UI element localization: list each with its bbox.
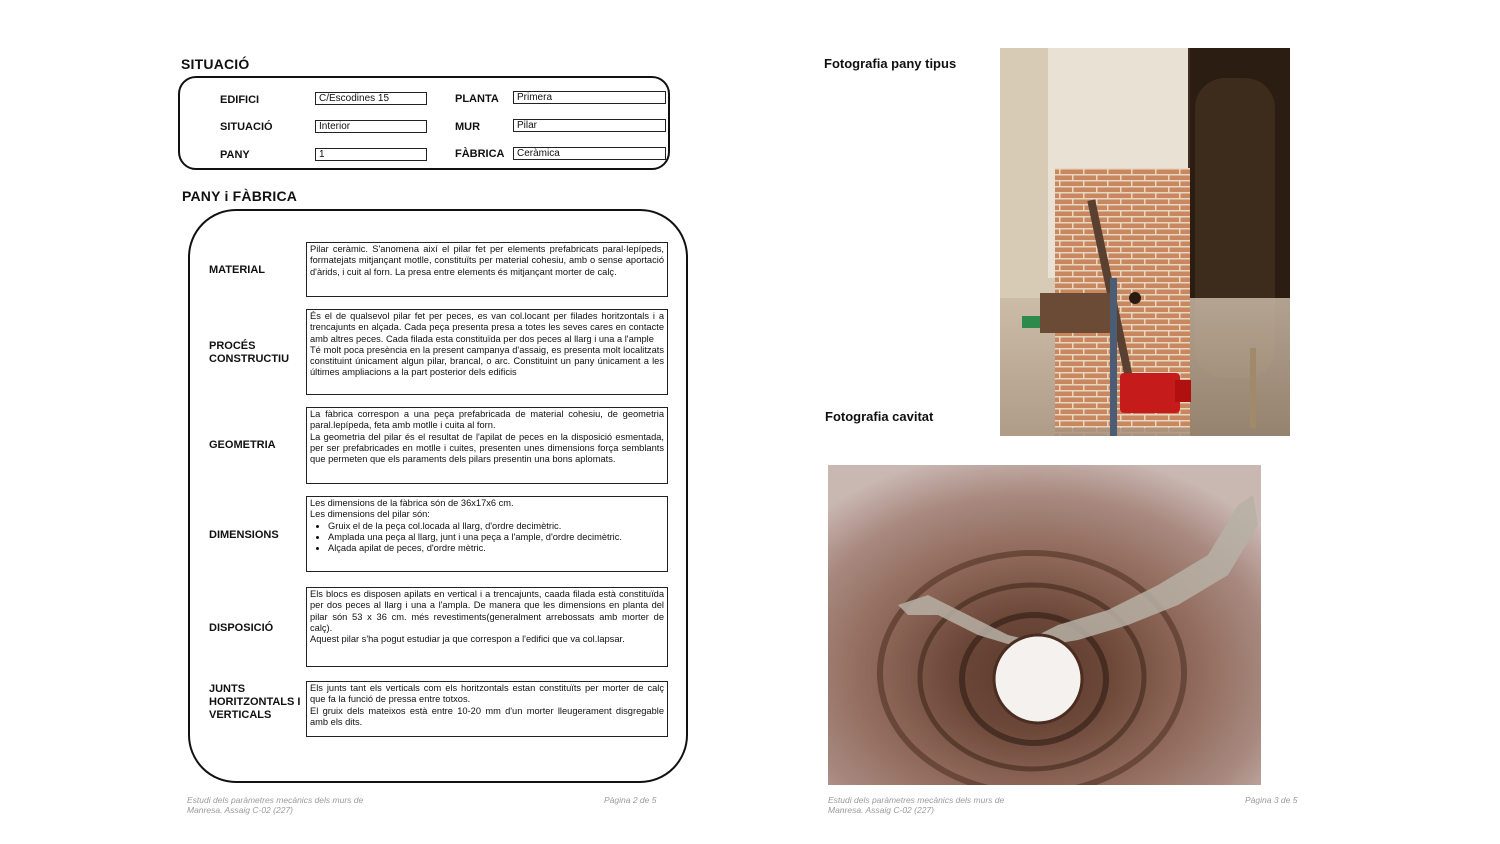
footer-right-doc xyxy=(828,795,1004,815)
footer-right-line2: Manresa. Assaig C-02 (227) xyxy=(828,805,934,815)
footer-left-line1: Estudi dels paràmetres mecànics dels murs de xyxy=(187,795,364,805)
cavitat-photo-caption: Fotografia cavitat xyxy=(825,409,934,424)
situacio-field: Interior xyxy=(315,120,427,133)
footer-left-doc xyxy=(187,795,363,815)
material-text xyxy=(306,242,668,297)
pany-fabrica-title: PANY i FÀBRICA xyxy=(182,188,298,204)
mur-label: MUR xyxy=(455,121,481,133)
cavitat-photo-image xyxy=(828,465,1261,785)
geometria-text-p1: La fàbrica correspon a una peça prefabricada de material cohesiu, de geometria paral.lepípeda, feta amb motlle i cuita al forn. xyxy=(310,409,664,431)
pany-photo-image xyxy=(1000,48,1290,436)
edifici-field: C/Escodines 15 xyxy=(315,92,427,105)
dimensions-bullet: • Alçada apilat de peces, d'ordre mètric. xyxy=(328,543,664,554)
disposicio-text-p1: Els blocs es disposen apilats en vertical i a trencajunts, caada filada està constituïda per dos peces al llarg i una a l'ampla. De manera que les dimensions en planta del pilar són 53 x 36 cm. més revestiments(generalment arrebossats amb morter de calç). xyxy=(310,589,664,633)
situacio-label: SITUACIÓ xyxy=(220,121,273,133)
mur-field: Pilar xyxy=(513,119,666,132)
disposicio-label: DISPOSICIÓ xyxy=(209,622,274,634)
pany-field: 1 xyxy=(315,148,427,161)
junts-text-p2: El gruix dels mateixos està entre 10-20 mm d'un morter lleugerament disgregable amb els dits. xyxy=(310,705,664,727)
footer-left-page: Pàgina 2 de 5 xyxy=(604,795,657,805)
cavitat-photo xyxy=(828,465,1261,785)
disposicio-text-p2: Aquest pilar s'ha pogut estudiar ja que correspon a l'edifici que va col.lapsar. xyxy=(310,634,625,645)
pany-photo-caption: Fotografia pany tipus xyxy=(824,56,957,71)
dimensions-list xyxy=(310,521,664,555)
junts-text xyxy=(306,681,668,737)
proces-label: PROCÉS CONSTRUCTIU xyxy=(209,340,290,365)
dimensions-text xyxy=(306,496,668,572)
dimensions-label: DIMENSIONS xyxy=(209,529,279,541)
edifici-label: EDIFICI xyxy=(220,94,260,106)
geometria-text-p2: La geometria del pilar és el resultat de l'apilat de peces en la disposició esmentada, per ser prefabricades en motlle i cuites, presenten unes dimensions força semblants que permeten que els paraments dels pilars presentin una bons aplomats. xyxy=(310,431,664,465)
dimensions-bullet: • Amplada una peça al llarg, junt i una peça a l'ample, d'ordre decimètric. xyxy=(328,532,664,543)
material-text-content: Pilar ceràmic. S'anomena així el pilar fet per elements prefabricats paral·lepípeds, formatejats mitjançant motlle, constituïts per material cohesiu, amb o sense aportació d'àrids, i cuit al forn. La presa entre elements és mitjançant morter de calç. xyxy=(310,244,664,277)
footer-left-line2: Manresa. Assaig C-02 (227) xyxy=(187,805,293,815)
proces-text-p2: Té molt poca presència en la present campanya d'assaig, es presenta molt localitzats constituint únicament algun pilar, brancal, o arc. Constituint un pany únicament a les últimes ampliacions a la part posterior dels edificis xyxy=(310,344,664,378)
fabrica-label: FÀBRICA xyxy=(455,148,505,160)
fabrica-field: Ceràmica xyxy=(513,147,666,160)
geometria-label: GEOMETRIA xyxy=(209,439,276,451)
proces-text-p1: És el de qualsevol pilar fet per peces, es van col.locant per filades horitzontals i a trencajunts en alçada. Cada peça presenta presa a totes les seves cares en contacte amb altres peces. Cada filada esta constituïda per dos peces al llarg i una a l'ample xyxy=(310,311,664,344)
geometria-text xyxy=(306,407,668,484)
footer-right-page: Pàgina 3 de 5 xyxy=(1245,795,1298,805)
proces-text xyxy=(306,309,668,395)
junts-label: JUNTS HORITZONTALS I VERTICALS xyxy=(209,683,301,721)
pany-photo xyxy=(1000,48,1290,436)
dimensions-bullet: • Gruix el de la peça col.locada al llarg, d'ordre decimètric. xyxy=(328,521,664,532)
footer-right-line1: Estudi dels paràmetres mecànics dels murs de xyxy=(828,795,1005,805)
material-label: MATERIAL xyxy=(209,264,266,276)
dimensions-line1: Les dimensions de la fàbrica són de 36x17x6 cm. xyxy=(310,498,514,508)
pany-label: PANY xyxy=(220,149,250,161)
planta-label: PLANTA xyxy=(455,93,499,105)
disposicio-text xyxy=(306,587,668,667)
dimensions-line2: Les dimensions del pilar són: xyxy=(310,509,430,520)
planta-field: Primera xyxy=(513,91,666,104)
situacio-title: SITUACIÓ xyxy=(181,56,250,72)
junts-text-p1: Els junts tant els verticals com els horitzontals estan constituïts per morter de calç que fa la funció de pressa entre totxos. xyxy=(310,683,664,705)
